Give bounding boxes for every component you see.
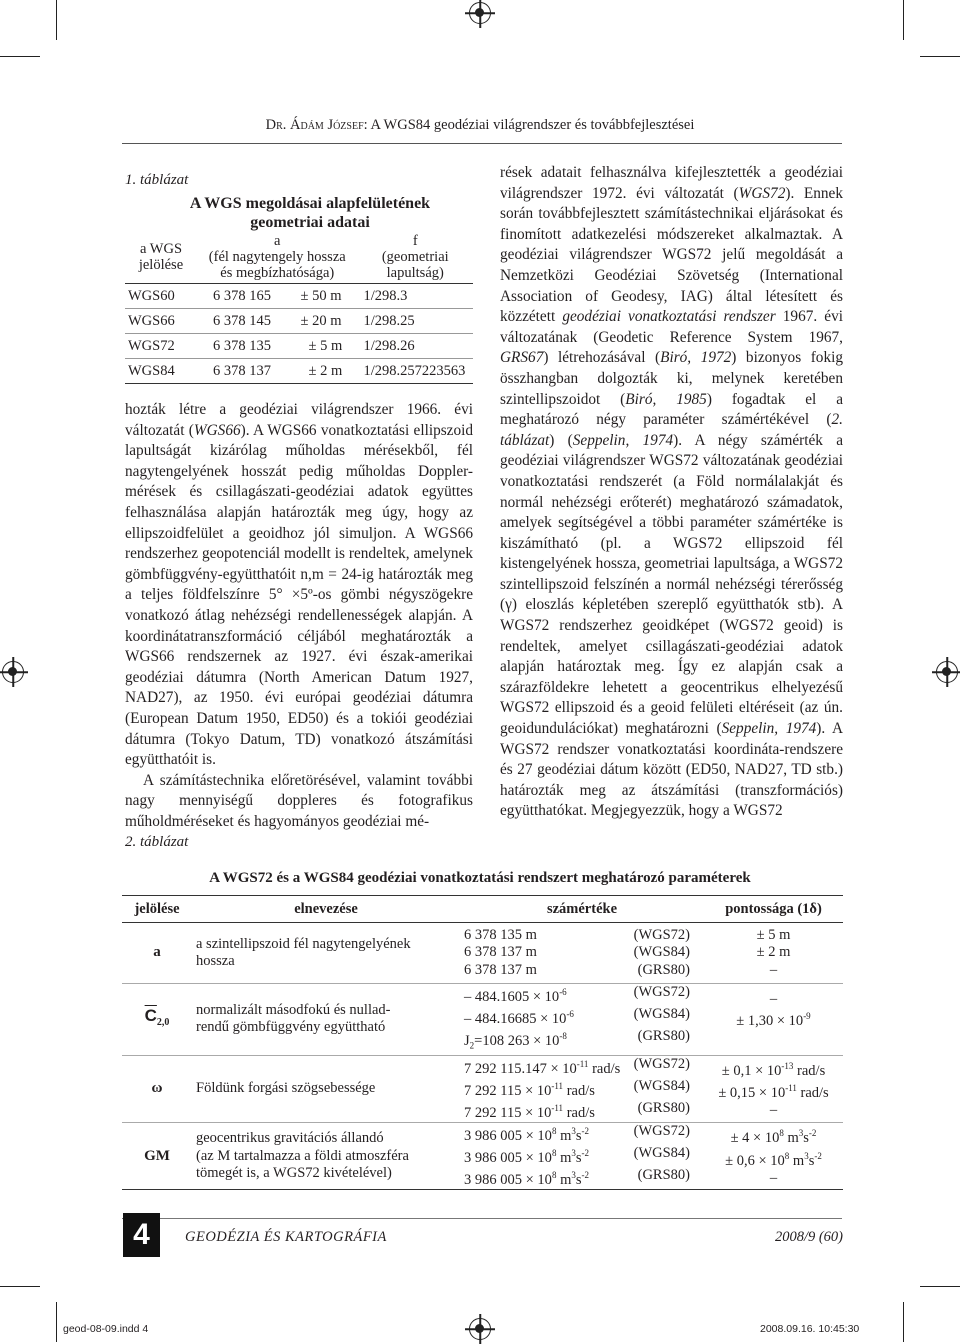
crop-mark [903,1302,904,1342]
paragraph: rések adatait felhasználva kifejlesztették a geodéziai világrendszer 1972. évi változatát (WGS72). Ennek során továbbfejlesztett számítástechnikai eljárásokat és finomított adatkezelési módszereket alkalmaztak. A geodéziai világrendszer WGS72 jelű megoldását a Nemzetközi Geodéziai Szövetség (International Association of Geodesy, IAG) által létesített és közzétett geodéziai vonatkoztatási rendszer 1967. évi változatának (Geodetic Reference System 1967, GRS67) létrehozásával (Biró, 1972) bizonyos fokig összhangban dolgozták ki, melynek keretében szintellipszoidot (Biró, 1985) fogadtak el a meghatározó négy paraméter számértékével (2. táblázat) (Seppelin, 1974). A négy számérték a geodéziai világrendszer WGS72 változatának geodéziai vonatkoztatási rendszerét (a Föld normálalakját és normál nehézségi erőterét) meghatározó számadatok, amelyek segítségével a többi paraméter számértéke is kiszámítható (pl. a WGS72 ellipszoid fél kistengelyének hossza, geometriai lapultsága, a WGS72 szintellipszoid felszínén a normál nehézségi térerősség (γ) eloszlás képletében szereplő együtthatók stb). A WGS72 rendszerhez geoidképet (WGS72 geoid) is rendeltek, amelyet csillagászati-geodéziai adatok alapján határoztak meg. Így ez alapján csak a szárazföldekre lehetett a geocentrikus elhelyezésű WGS72 ellipszoid és a geoid felületi eltéréseit (az ún. geoidundulációkat) meghatározni (Seppelin, 1974). A WGS72 rendszer vonatkoztatási koordináta-rendszere és 27 geodéziai dátum között (ED50, NAD27, TD stb.) határozták meg az átszámítási (transzformációs) együtthatókat. Megjegyezzük, hogy a WGS72 [500,164,844,820]
issue-number: 2008/9 (60) [774,1229,843,1245]
table2-header-symbol: jelölése [122,896,192,923]
table-row: GM geocentrikus gravitációs állandó (az M tartalmazza a földi atmoszféra tömegét is, a WGS72 kivételével) 3 986 $005 \times 10^8$ $m^3s^{-2}$ (WGS72) 3 986 $005 \times 10^8$ $m^3s^{-2}$ (WGS84) 3 986 $005 \times 10^8$ $m^3s^{-2}$ (GRS80) ± $4 \times 10^8$ $m^3s^{-2}$ ± $0,6 \times 10^8$ $m^3s^{-2}$ – [122,1123,843,1190]
table1-header-a: a (fél nagytengely hossza és megbízhatósága) [208,233,346,281]
print-slug-date: 2008.09.16. 10:45:30 [760,1323,860,1335]
crop-mark [56,0,57,40]
table1-header-name: a WGS jelölése [138,241,184,273]
right-column-text [500,163,843,822]
paragraph: hozták létre a geodéziai világrendszer 1966. évi változatát (WGS66). A WGS66 vonatkoztatási ellipszoid lapultságát kizárólag műholdas mérésekből, fél nagytengelyének hosszát pedig műholdas Doppler-mérések és csillagászati-geodéziai adatok együttes felhasználása alapján határozták meg úgy, hogy az ellipszoidfelület a geoidhoz jól simuljon. A WGS66 rendszerhez geopotenciál modellt is rendeltek, amelynek gömbfüggvény-együtthatóit n,m = 24-ig határozták meg a teljes földfelszínre 5° ×5º-os gömbi négyszögekre vonatkozó átlag nehézségi rendellenességek alapján. A koordinátatranszformáció céljából meghatározták a WGS66 rendszernek az 1927. évi észak-amerikai geodéziai dátumra (North American Datum 1927, NAD27), az 1950. évi európai geodéziai dátumra (European Datum 1950, ED50) és a tokiói geodéziai dátumra (Tokyo Datum, TD) vonatkozó átszámítási együtthatóit is. [125,401,474,769]
registration-mark-icon [2,661,24,683]
table1-header-f: f (geometriai lapultság) [381,233,449,281]
table1-title: A WGS megoldásai alapfelületének geometriai adatai [189,195,431,231]
crop-mark [920,1286,960,1287]
table-row: WGS60 6 378 165 ± 50 m 1/298.3 [125,284,473,309]
page-number: 4 [123,1213,160,1257]
table2-caption: 2. táblázat [125,834,189,850]
registration-mark-icon [469,1318,491,1340]
footer-rule [122,1218,842,1219]
c20-symbol: $\overline{C}_{2,0}$ [122,984,192,1056]
table2-header-value: számértéke [460,896,704,923]
table2-title: A WGS72 és a WGS84 geodéziai vonatkoztatási rendszert meghatározó paraméterek [209,870,751,886]
table-row: WGS72 6 378 135 ± 5 m 1/298.26 [125,334,473,359]
table2 [122,895,843,1190]
left-column-text [125,400,473,832]
table2-header-name: elnevezése [192,896,460,923]
table-row: $\overline{C}_{2,0}$ normalizált másodfokú és nullad- rendű gömbfüggvény együttható – $484.1605 \times 10^{-6}$ (WGS72) – $484.16685 \times 10^{-6}$ (WGS84) $J_2=108$ $263 \times 10^{-8}$ (GRS80) – ± $1,30 \times 10^{-9}$ [122,984,843,1056]
running-header: Dr. Ádám József: A WGS84 geodéziai világrendszer és továbbfejlesztései [265,117,695,133]
crop-mark [920,56,960,57]
registration-mark-icon [936,661,958,683]
registration-mark-icon [469,2,491,24]
table1 [125,231,473,384]
table2-header-accuracy: pontossága (1δ) [704,896,843,923]
header-rule [122,143,842,144]
print-slug-file: geod-08-09.indd 4 [63,1323,149,1335]
table-row: ω Földünk forgási szögsebessége 7 292 $115.147 \times 10^{-11}$ rad/s (WGS72) 7 292 $115 \times 10^{-11}$ rad/s (WGS84) 7 292 $115 \times 10^{-11}$ rad/s (GRS80) ± $0,1 \times 10^{-13}$ rad/s ± $0,15 \times 10^{-11}$ rad/s – [122,1055,843,1122]
table-row: WGS66 6 378 145 ± 20 m 1/298.25 [125,309,473,334]
crop-mark [56,1302,57,1342]
crop-mark [903,0,904,40]
table-row: WGS84 6 378 137 ± 2 m 1/298.257223563 [125,359,473,384]
paragraph: A számítástechnika előretörésével, valamint további nagy mennyiségű doppleres és fotografikus műholdméréseket és hagyományos geodéziai mé- [125,771,473,830]
crop-mark [0,1286,40,1287]
journal-name: GEODÉZIA ÉS KARTOGRÁFIA [185,1229,387,1245]
table-row: a a szintellipszoid fél nagytengelyének hossza 6 378 135 m (WGS72) 6 378 137 m (WGS84) 6 378 137 m (GRS80) ± 5 m ± 2 m – [122,923,843,984]
table1-caption: 1. táblázat [125,172,189,188]
crop-mark [0,56,40,57]
